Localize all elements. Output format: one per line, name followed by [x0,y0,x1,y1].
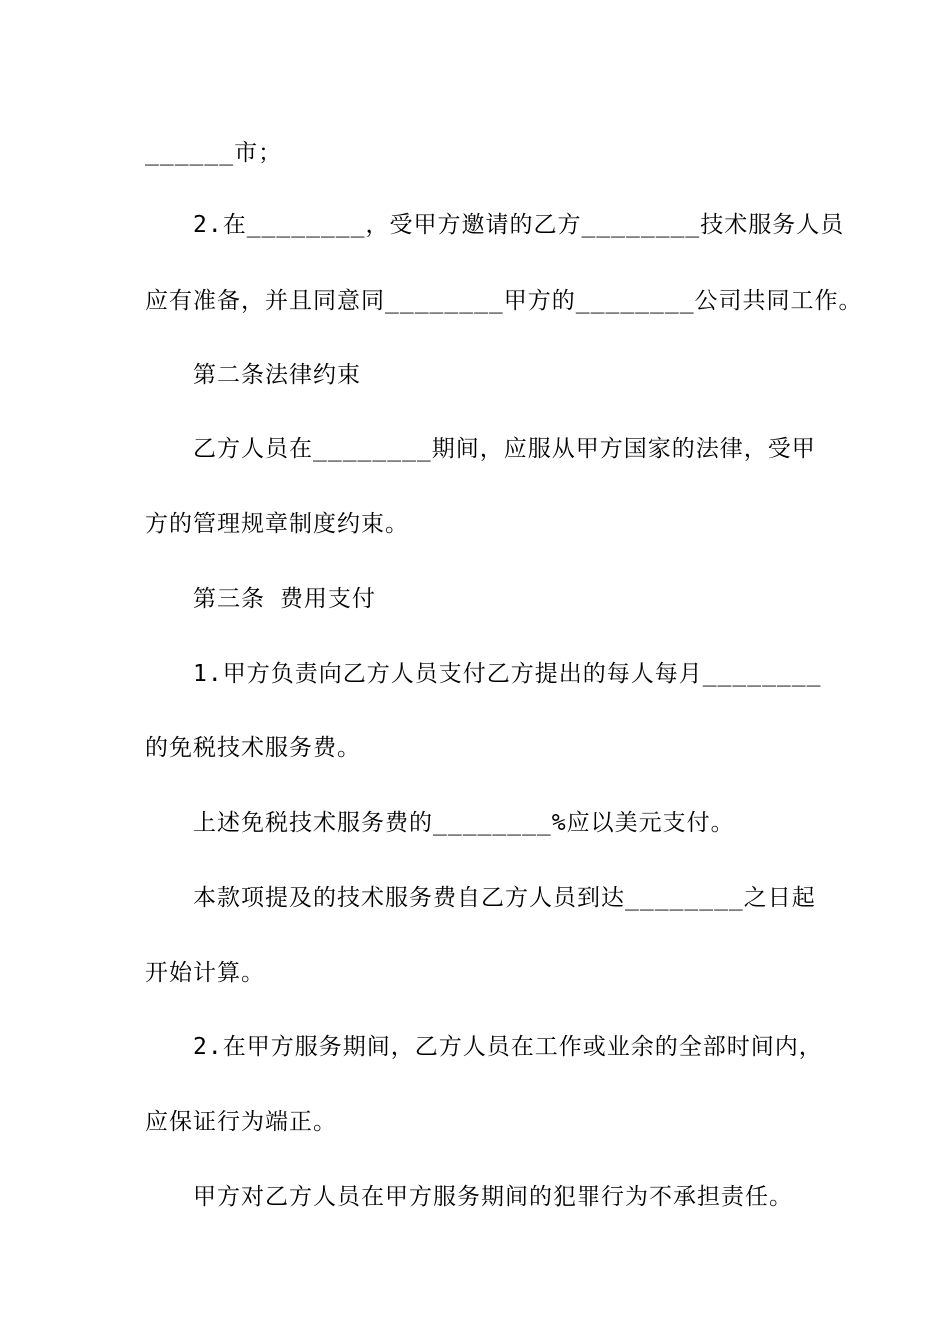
text-line-payment-1-cont: 的免税技术服务费。 [145,735,361,761]
text-line-fee-start: 本款项提及的技术服务费自乙方人员到达________之日起 [193,885,816,911]
text-line-conduct-2: 2.在甲方服务期间，乙方人员在工作或业余的全部时间内， [193,1034,823,1060]
text-line-conduct-2-cont: 应保证行为端正。 [145,1109,337,1135]
text-line-payment-1: 1.甲方负责向乙方人员支付乙方提出的每人每月________ [193,661,822,687]
text-line-legal: 乙方人员在________期间，应服从甲方国家的法律，受甲 [193,436,816,462]
text-line-city: ______市； [145,140,283,166]
section-heading-fee-payment: 第三条 费用支付 [193,586,376,612]
text-line-liability: 甲方对乙方人员在甲方服务期间的犯罪行为不承担责任。 [193,1184,793,1210]
text-line-fee-start-cont: 开始计算。 [145,960,265,986]
text-line-clause-2-cont: 应有准备，并且同意同________甲方的________公司共同工作。 [145,288,863,314]
text-line-clause-2: 2.在________，受甲方邀请的乙方________技术服务人员 [193,212,845,238]
section-heading-legal-constraints: 第二条法律约束 [193,362,361,388]
text-line-usd-percentage: 上述免税技术服务费的________%应以美元支付。 [193,810,735,836]
text-line-legal-cont: 方的管理规章制度约束。 [145,511,409,537]
